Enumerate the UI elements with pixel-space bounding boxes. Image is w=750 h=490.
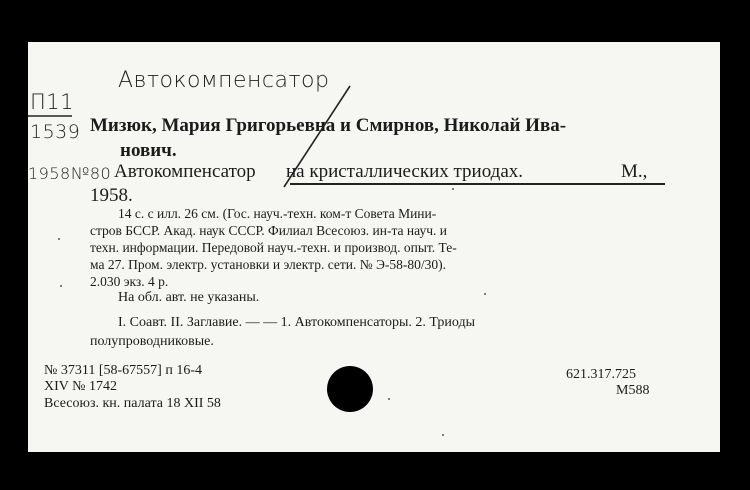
author-line: Мизюк, Мария Григорьевна и Смирнов, Николай Ива-	[90, 115, 567, 136]
desc-line-6: На обл. авт. не указаны.	[118, 290, 260, 305]
handwritten-title: Автокомпенсатор	[118, 68, 330, 93]
desc-line-4: ма 27. Пром. электр. установки и электр. сети. № Э-58-80/30).	[90, 257, 447, 272]
tracings-line-2: полупроводниковые.	[90, 334, 214, 349]
title-part-2: на кристаллических триодах.	[286, 161, 523, 182]
catalog-card	[28, 42, 720, 452]
handwritten-code-1: П11	[30, 90, 75, 114]
footer-chamber: Всесоюз. кн. палата 18 XII 58	[44, 396, 221, 411]
desc-line-5: 2.030 экз. 4 р.	[90, 274, 169, 289]
author-line-cont: нович.	[120, 140, 177, 161]
footer-record-number: № 37311 [58-67557] п 16-4	[44, 363, 202, 378]
punch-hole	[327, 366, 373, 412]
classification-udc: 621.317.725	[566, 367, 636, 382]
title-underline	[290, 183, 665, 185]
footer-series: XIV № 1742	[44, 379, 117, 394]
speck	[388, 398, 390, 400]
speck	[58, 238, 60, 240]
title-place: М.,	[621, 161, 648, 182]
title-part-1: Автокомпенсатор	[114, 161, 256, 182]
handwritten-code-3: 1958№80	[28, 164, 112, 183]
handwritten-code-2: 1539	[30, 121, 81, 143]
speck	[452, 188, 454, 190]
title-year: 1958.	[90, 185, 133, 206]
speck	[60, 285, 62, 287]
desc-line-3: техн. информации. Передовой науч.-техн. и производ. опыт. Те-	[90, 240, 457, 255]
desc-line-2: стров БССР. Акад. наук СССР. Филиал Всесоюз. ин-та науч. и	[90, 223, 447, 238]
tracings-line-1: I. Соавт. II. Заглавие. — — 1. Автокомпенсаторы. 2. Триоды	[118, 315, 476, 330]
desc-line-1: 14 с. с илл. 26 см. (Гос. науч.-техн. ком-т Совета Мини-	[118, 206, 437, 221]
speck	[484, 293, 486, 295]
classification-author-mark: M588	[616, 383, 650, 398]
speck	[442, 434, 444, 436]
